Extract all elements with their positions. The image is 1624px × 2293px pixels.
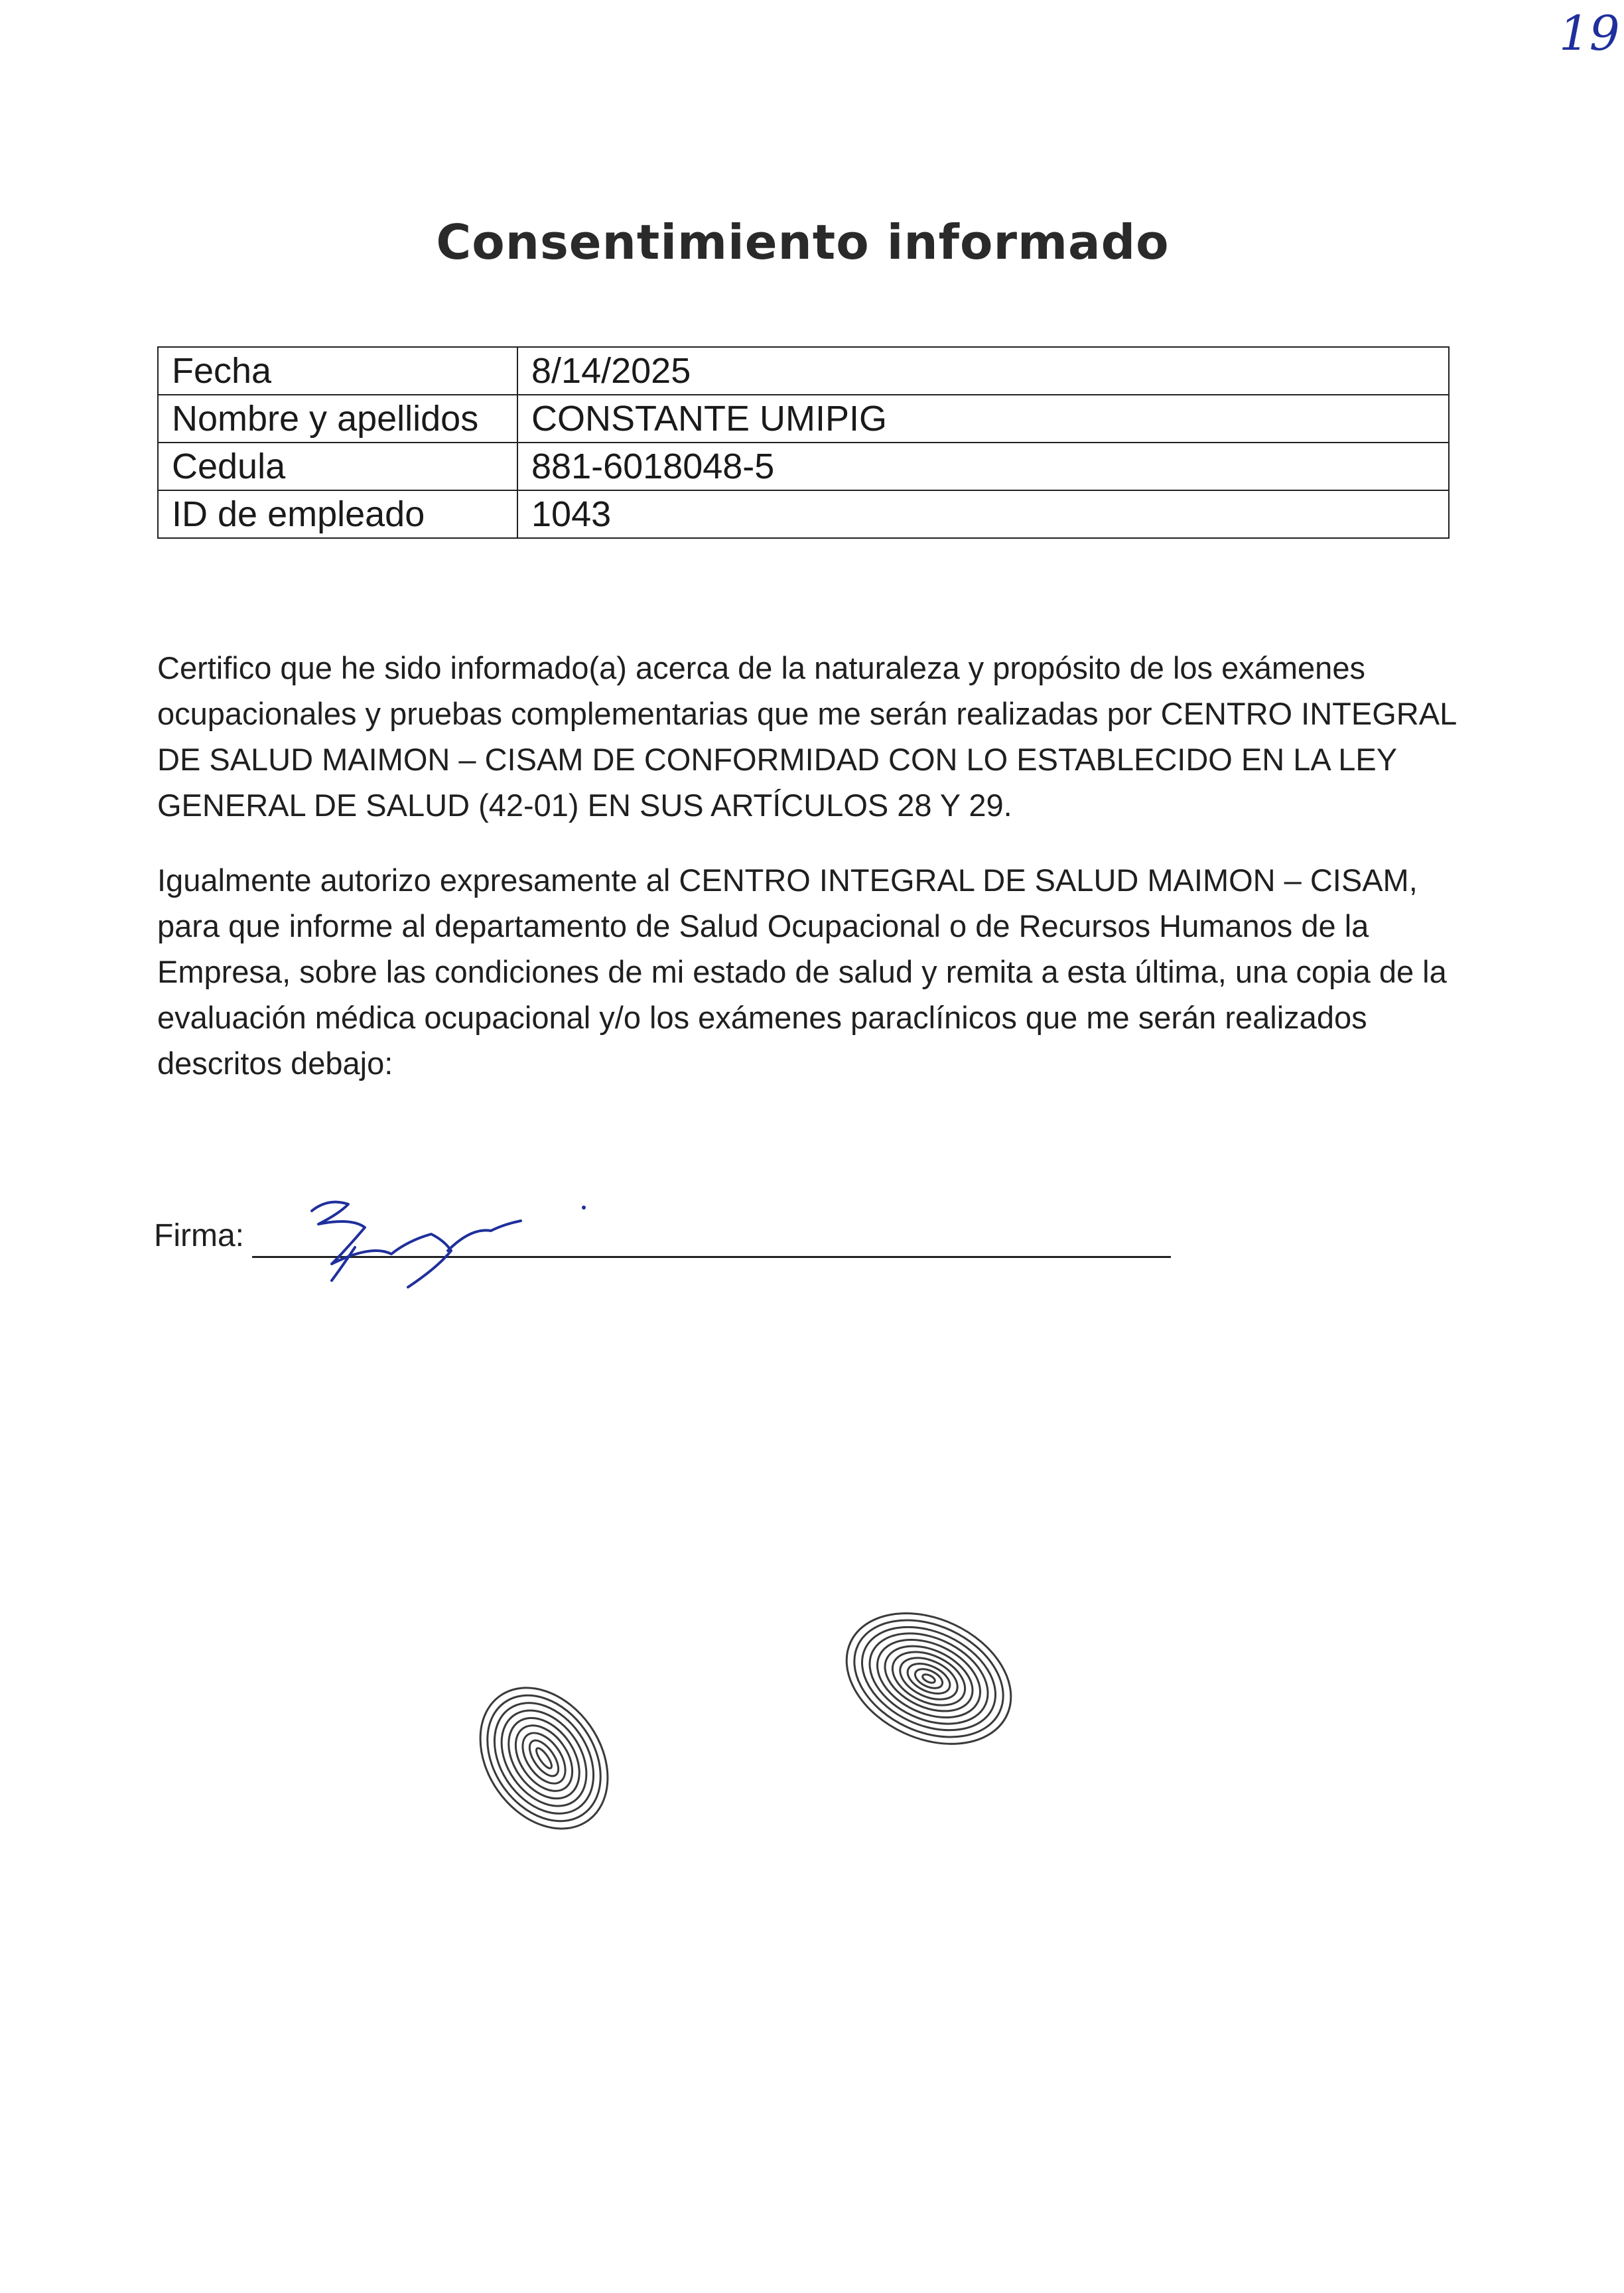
firma-label: Firma: [154, 1218, 244, 1253]
certification-paragraph: Certifico que he sido informado(a) acerca de la naturaleza y propósito de los exámenes ocupacionales y pruebas complementarias que me serán realizadas por CENTRO INTEGRAL DE SALUD MAIMON – CISAM DE CONFORMIDAD CON LO ESTABLECIDO EN LA LEY GENERAL DE SALUD (42-01) EN SUS ARTÍCULOS 28 Y 29. [157, 650, 1456, 823]
page-title: Consentimiento informado [436, 214, 1170, 271]
fingerprint-right [829, 1599, 1028, 1758]
cedula-label: Cedula [158, 443, 517, 490]
table-row [158, 347, 1449, 395]
table-row [158, 395, 1449, 443]
cedula-value: 881-6018048-5 [517, 443, 1449, 490]
page-number: 19 [1559, 5, 1620, 61]
id-empleado-value: 1043 [517, 490, 1449, 538]
nombre-label: Nombre y apellidos [158, 395, 517, 443]
authorization-paragraph: Igualmente autorizo expresamente al CENTRO INTEGRAL DE SALUD MAIMON – CISAM, para que informe al departamento de Salud Ocupacional o de Recursos Humanos de la Empresa, sobre las condiciones de mi estado de salud y remita a esta última, una copia de la evaluación médica ocupacional y/o los exámenes paraclínicos que me serán realizados descritos debajo: [157, 863, 1447, 1081]
fingerprint-left [464, 1672, 624, 1844]
fecha-value: 8/14/2025 [517, 347, 1449, 395]
handwritten-signature [292, 1188, 610, 1300]
table-row [158, 443, 1449, 490]
info-table [157, 346, 1450, 539]
fecha-label: Fecha [158, 347, 517, 395]
nombre-value: CONSTANTE UMIPIG [517, 395, 1449, 443]
id-empleado-label: ID de empleado [158, 490, 517, 538]
table-row [158, 490, 1449, 538]
